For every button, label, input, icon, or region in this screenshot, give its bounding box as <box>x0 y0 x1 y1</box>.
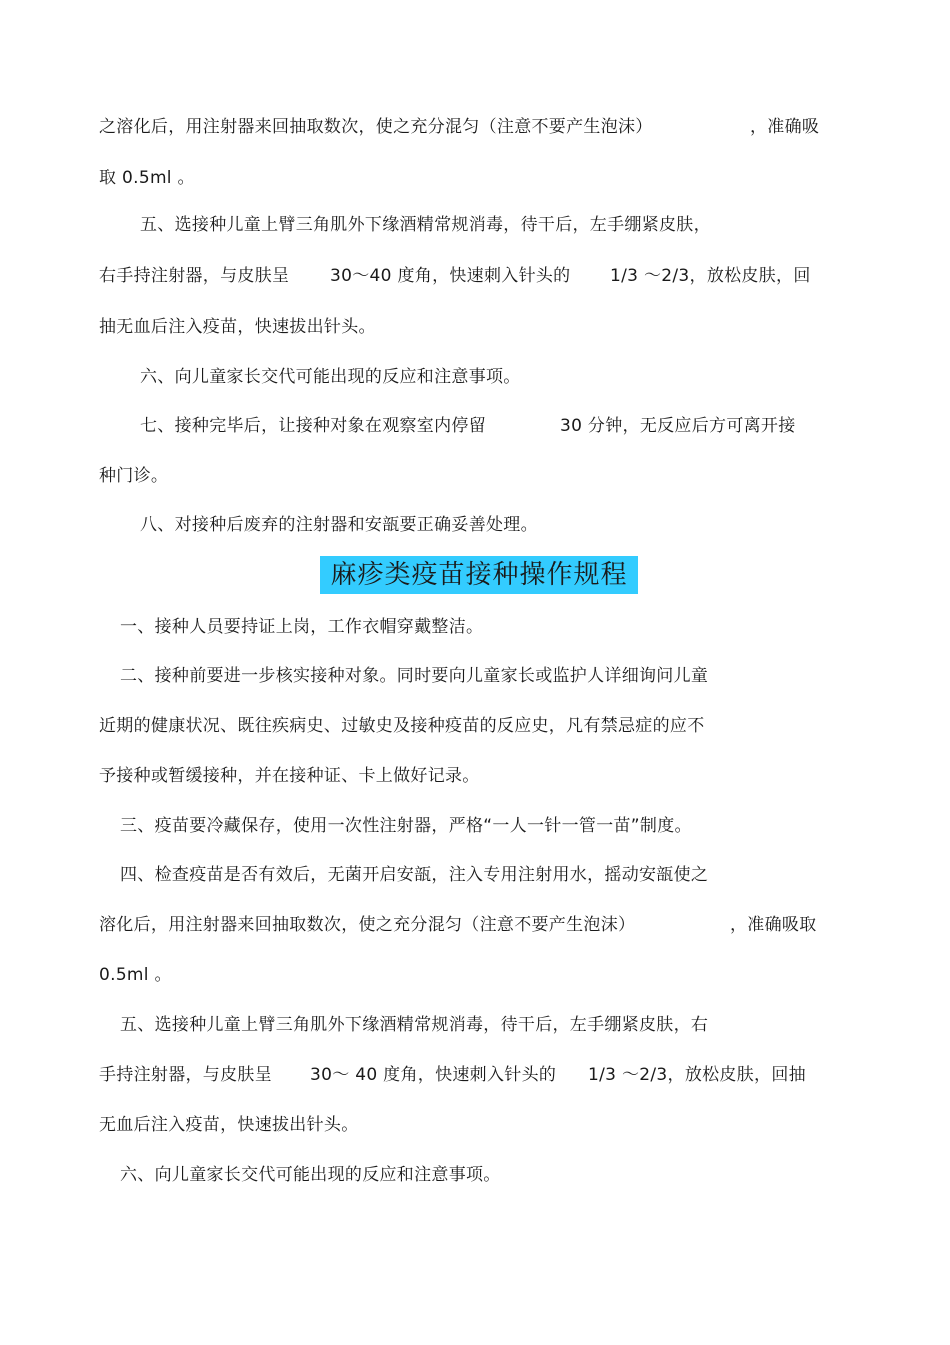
paragraph-line: 手持注射器，与皮肤呈 <box>99 1065 272 1085</box>
paragraph-line: 近期的健康状况、既往疾病史、过敏史及接种疫苗的反应史，凡有禁忌症的应不 <box>99 716 705 736</box>
paragraph-line: 右手持注射器，与皮肤呈 <box>99 266 290 286</box>
paragraph-line: 取 0.5ml 。 <box>99 168 195 188</box>
paragraph-line: 1/3 ～2/3，放松皮肤，回 <box>610 266 811 286</box>
paragraph-line: 一、接种人员要持证上岗，工作衣帽穿戴整洁。 <box>120 617 484 637</box>
paragraph-line: 0.5ml 。 <box>99 965 172 985</box>
paragraph-line: 五、选接种儿童上臂三角肌外下缘酒精常规消毒，待干后，左手绷紧皮肤， <box>140 215 711 235</box>
paragraph-line: 予接种或暂缓接种，并在接种证、卡上做好记录。 <box>99 766 480 786</box>
paragraph-line: 二、接种前要进一步核实接种对象。同时要向儿童家长或监护人详细询问儿童 <box>120 666 709 686</box>
paragraph-line: 种门诊。 <box>99 466 169 486</box>
paragraph-line: 七、接种完毕后，让接种对象在观察室内停留 <box>140 416 486 436</box>
paragraph-line: 之溶化后，用注射器来回抽取数次，使之充分混匀（注意不要产生泡沫） <box>99 117 653 137</box>
paragraph-line: 1/3 ～2/3，放松皮肤，回抽 <box>588 1065 806 1085</box>
paragraph-line: 30～ 40 度角，快速刺入针头的 <box>310 1065 557 1085</box>
paragraph-line: 30～40 度角，快速刺入针头的 <box>330 266 571 286</box>
paragraph-line: 抽无血后注入疫苗，快速拔出针头。 <box>99 317 376 337</box>
paragraph-line: 六、向儿童家长交代可能出现的反应和注意事项。 <box>120 1165 501 1185</box>
paragraph-line: 五、选接种儿童上臂三角肌外下缘酒精常规消毒，待干后，左手绷紧皮肤，右 <box>120 1015 709 1035</box>
paragraph-line: 30 分钟，无反应后方可离开接 <box>560 416 796 436</box>
paragraph-line: 无血后注入疫苗，快速拔出针头。 <box>99 1115 359 1135</box>
paragraph-line: ，准确吸取 <box>730 915 817 935</box>
paragraph-line: ，准确吸 <box>750 117 820 137</box>
paragraph-line: 八、对接种后废弃的注射器和安瓿要正确妥善处理。 <box>140 515 538 535</box>
paragraph-line: 溶化后，用注射器来回抽取数次，使之充分混匀（注意不要产生泡沫） <box>99 915 636 935</box>
paragraph-line: 四、检查疫苗是否有效后，无菌开启安瓿，注入专用注射用水，摇动安瓿使之 <box>120 865 709 885</box>
paragraph-line: 六、向儿童家长交代可能出现的反应和注意事项。 <box>140 367 521 387</box>
paragraph-line: 三、疫苗要冷藏保存，使用一次性注射器，严格“一人一针一管一苗”制度。 <box>120 816 692 836</box>
section-title: 麻疹类疫苗接种操作规程 <box>320 556 638 594</box>
